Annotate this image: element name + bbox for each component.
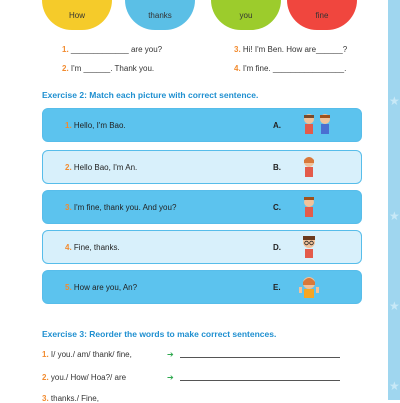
girl-picture	[295, 154, 343, 180]
two-children-picture	[295, 112, 343, 138]
item-text: _____________ are you?	[70, 45, 163, 54]
word-bean-how	[42, 0, 112, 30]
arrow-right-icon: ➔	[167, 350, 174, 359]
match-sentence: 2. Hello Bao, I'm An.	[65, 162, 138, 172]
answer-line[interactable]	[180, 380, 340, 381]
word-label: you	[239, 10, 253, 20]
word-bean-thanks	[125, 0, 195, 30]
star-icon: ★	[389, 209, 400, 223]
star-icon: ★	[389, 379, 400, 393]
star-icon: ★	[389, 299, 400, 313]
reorder-item: 3. thanks./ Fine,	[42, 394, 99, 403]
match-letter: D.	[273, 242, 281, 252]
decorative-side-strip	[388, 0, 400, 400]
match-row[interactable]	[42, 108, 362, 142]
item-number: 3.	[234, 45, 241, 54]
match-row[interactable]	[42, 270, 362, 304]
star-icon: ★	[389, 94, 400, 108]
item-text: I'm ______. Thank you.	[70, 64, 155, 73]
arrow-right-icon: ➔	[167, 373, 174, 382]
exercise1-item	[234, 64, 346, 73]
exercise2-title: Exercise 2: Match each picture with correct sentence.	[42, 90, 259, 100]
match-letter: B.	[273, 162, 281, 172]
answer-line[interactable]	[180, 357, 340, 358]
match-sentence: 1. Hello, I'm Bao.	[65, 120, 126, 130]
exercise1-item	[62, 64, 154, 73]
word-bean-fine	[287, 0, 357, 30]
item-number: 2.	[62, 64, 69, 73]
match-letter: C.	[273, 202, 281, 212]
reorder-item: 2. you./ How/ Hoa?/ are	[42, 373, 127, 382]
match-row[interactable]	[42, 150, 362, 184]
match-row[interactable]	[42, 190, 362, 224]
exercise3-title: Exercise 3: Reorder the words to make correct sentences.	[42, 329, 277, 339]
match-sentence: 5. How are you, An?	[65, 282, 138, 292]
item-text: Hi! I'm Ben. How are______?	[242, 45, 348, 54]
match-letter: E.	[273, 282, 281, 292]
match-sentence: 4. Fine, thanks.	[65, 242, 120, 252]
boy-with-glasses-picture	[295, 234, 343, 260]
item-number: 4.	[234, 64, 241, 73]
word-label: How	[68, 10, 85, 20]
word-label: fine	[315, 10, 329, 20]
item-number: 1.	[62, 45, 69, 54]
match-letter: A.	[273, 120, 281, 130]
exercise1-item	[62, 45, 162, 54]
word-bean-you	[211, 0, 281, 30]
item-text: I'm fine. ________________.	[242, 64, 347, 73]
match-sentence: 3. I'm fine, thank you. And you?	[65, 202, 177, 212]
reorder-item: 1. I/ you./ am/ thank/ fine,	[42, 350, 132, 359]
exercise1-item	[234, 45, 347, 54]
girl-waving-picture	[295, 274, 343, 300]
match-row[interactable]	[42, 230, 362, 264]
word-label: thanks	[148, 10, 172, 20]
boy-picture	[295, 194, 343, 220]
